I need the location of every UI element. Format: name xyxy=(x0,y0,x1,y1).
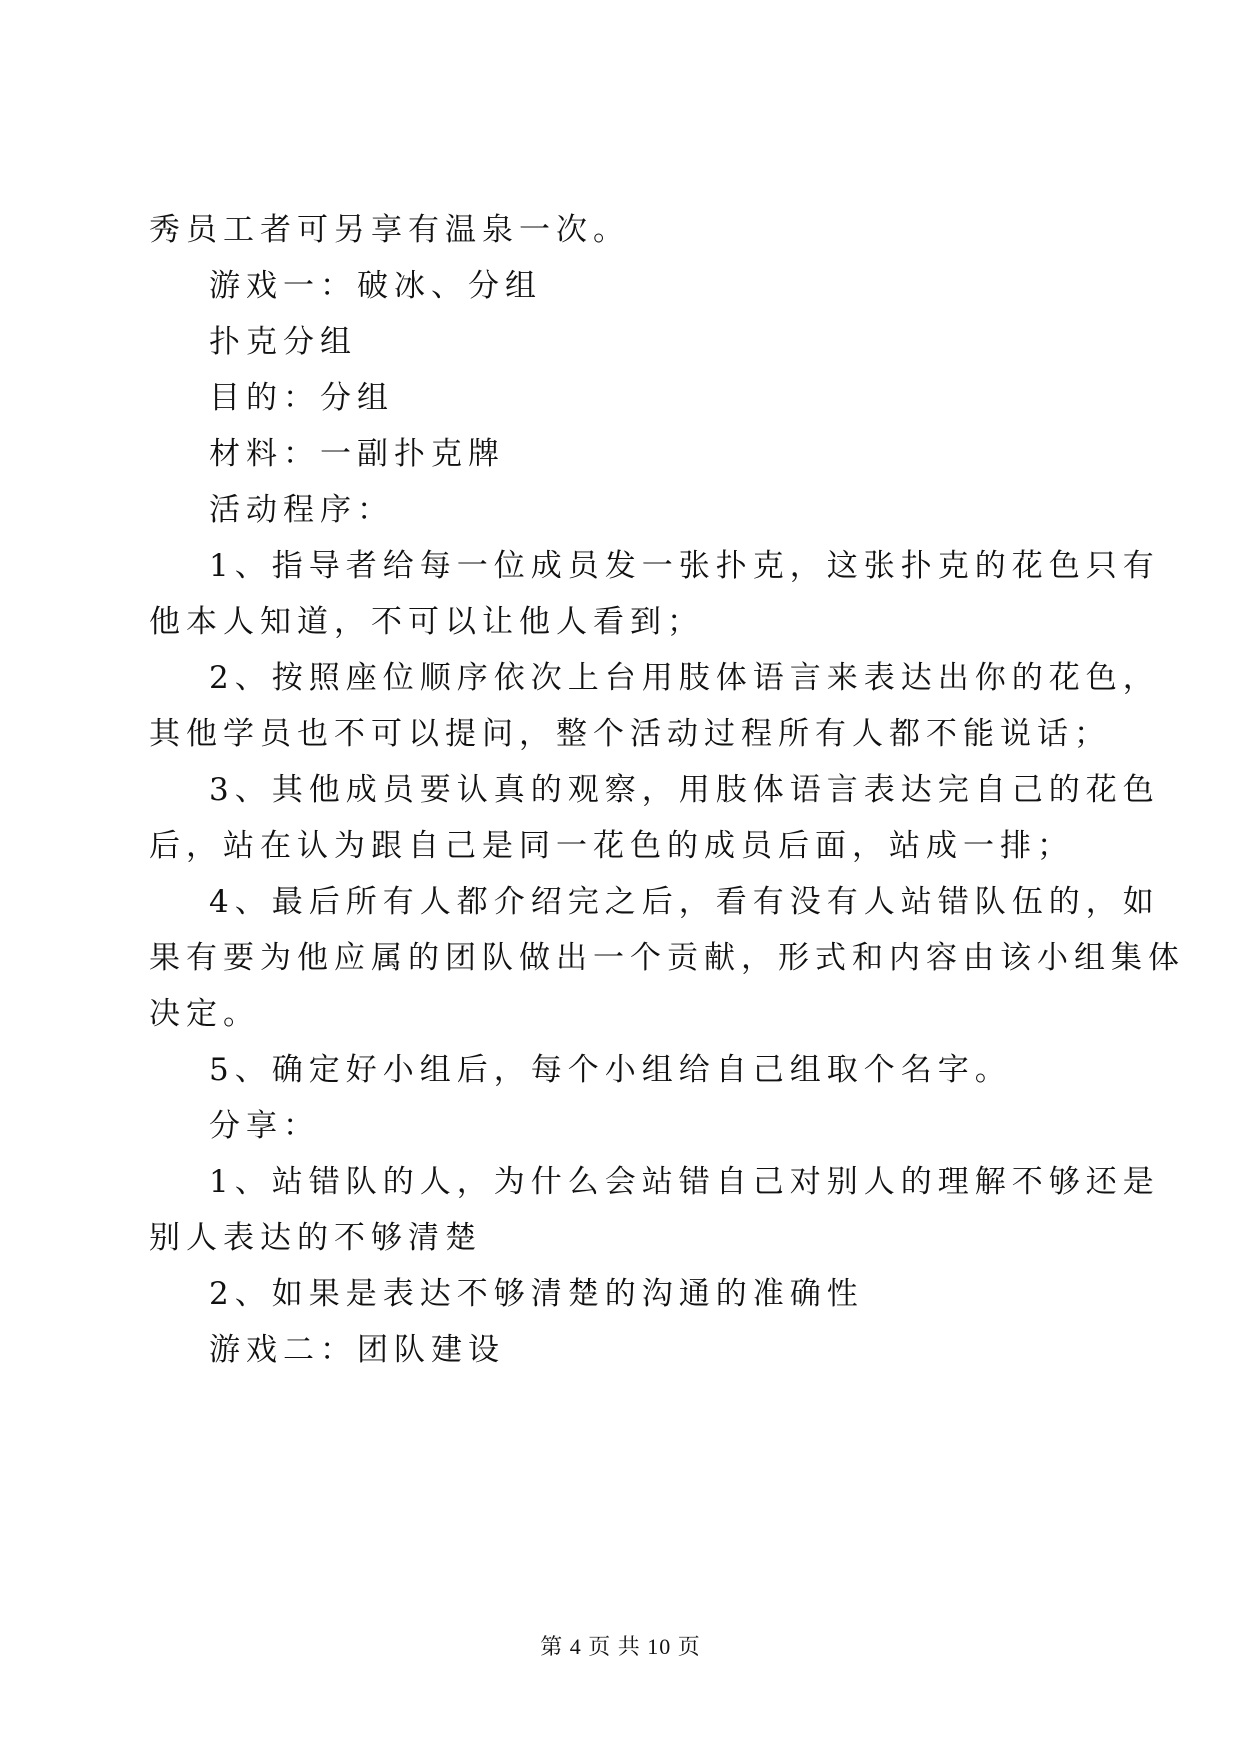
text-line: 别人表达的不够清楚 xyxy=(149,1220,482,1256)
text-line: 他本人知道，不可以让他人看到； xyxy=(149,604,704,640)
text-line: 秀员工者可另享有温泉一次。 xyxy=(149,212,630,248)
section-heading: 游戏一：破冰、分组 xyxy=(209,268,542,304)
text-line: 1、站错队的人，为什么会站错自己对别人的理解不够还是 xyxy=(209,1164,1160,1200)
text-line: 后，站在认为跟自己是同一花色的成员后面，站成一排； xyxy=(149,828,1074,864)
text-line: 分享： xyxy=(209,1108,320,1144)
text-line: 目的：分组 xyxy=(209,380,394,416)
text-line: 5、确定好小组后，每个小组给自己组取个名字。 xyxy=(209,1052,1012,1088)
text-line: 4、最后所有人都介绍完之后，看有没有人站错队伍的，如 xyxy=(209,884,1160,920)
section-heading: 游戏二：团队建设 xyxy=(209,1332,505,1368)
text-line: 2、如果是表达不够清楚的沟通的准确性 xyxy=(209,1276,864,1312)
text-line: 其他学员也不可以提问，整个活动过程所有人都不能说话； xyxy=(149,716,1111,752)
page-number-footer: 第 4 页 共 10 页 xyxy=(540,1634,701,1659)
text-line: 扑克分组 xyxy=(209,324,357,360)
text-line: 1、指导者给每一位成员发一张扑克，这张扑克的花色只有 xyxy=(209,548,1160,584)
text-line: 2、按照座位顺序依次上台用肢体语言来表达出你的花色， xyxy=(209,660,1160,696)
text-line: 3、其他成员要认真的观察，用肢体语言表达完自己的花色 xyxy=(209,772,1160,808)
text-line: 活动程序： xyxy=(209,492,394,528)
text-line: 果有要为他应属的团队做出一个贡献，形式和内容由该小组集体 xyxy=(149,940,1185,976)
text-line: 决定。 xyxy=(149,996,260,1032)
text-line: 材料：一副扑克牌 xyxy=(209,436,505,472)
